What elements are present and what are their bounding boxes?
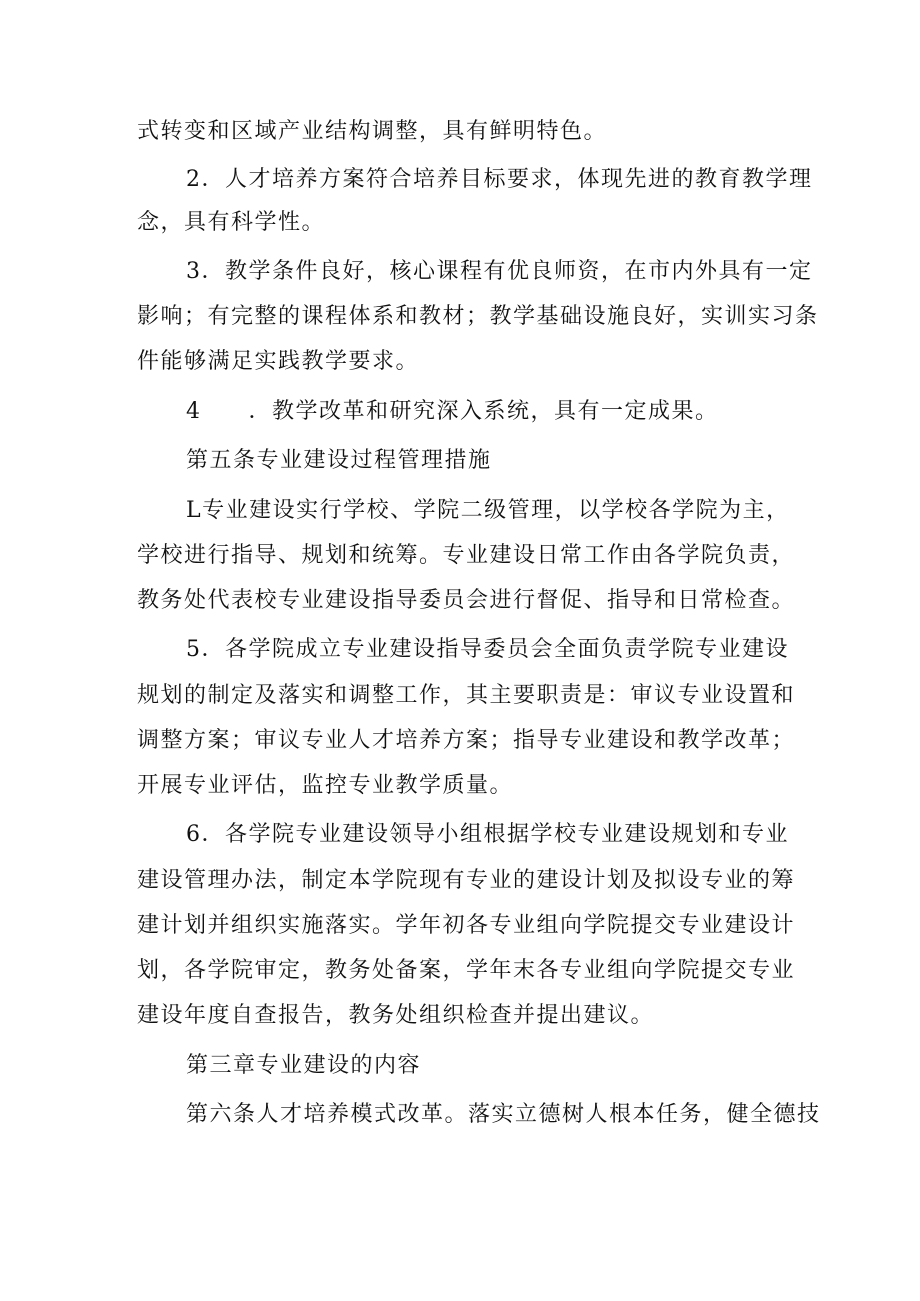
text-line: 教务处代表校专业建设指导委员会进行督促、指导和日常检查。 (137, 588, 796, 613)
text-line: 4 ．教学改革和研究深入系统，具有一定成果。 (186, 399, 719, 424)
text-line: 学校进行指导、规划和统筹。专业建设日常工作由各学院负责， (137, 543, 796, 568)
text-line: 5．各学院成立专业建设指导委员会全面负责学院专业建设 (186, 637, 789, 662)
text-line: 第六条人才培养模式改革。落实立德树人根本任务，健全德技 (186, 1102, 821, 1127)
text-line: 式转变和区域产业结构调整，具有鲜明特色。 (137, 119, 608, 144)
text-line: 念，具有科学性。 (137, 210, 326, 235)
text-line: 建计划并组织实施落实。学年初各专业组向学院提交专业建设计 (137, 913, 796, 938)
text-line: 6．各学院专业建设领导小组根据学校专业建设规划和专业 (186, 822, 789, 847)
section-heading: 第五条专业建设过程管理措施 (186, 448, 492, 473)
text-line: 建设年度自查报告，教务处组织检查并提出建议。 (137, 1003, 655, 1028)
text-line: 开展专业评估，监控专业教学质量。 (137, 773, 514, 798)
text-line: 划，各学院审定，教务处备案，学年末各专业组向学院提交专业 (137, 958, 796, 983)
text-line: 件能够满足实践教学要求。 (137, 349, 420, 374)
text-line: 调整方案；审议专业人才培养方案；指导专业建设和教学改革； (137, 728, 796, 753)
chapter-heading: 第三章专业建设的内容 (186, 1053, 422, 1078)
text-line: 3．教学条件良好，核心课程有优良师资，在市内外具有一定 (186, 259, 813, 284)
text-line: 规划的制定及落实和调整工作，其主要职责是：审议专业设置和 (137, 683, 796, 708)
text-line: 影响；有完整的课程体系和教材；教学基础设施良好，实训实习条 (137, 304, 819, 329)
text-line: L专业建设实行学校、学院二级管理，以学校各学院为主， (186, 498, 790, 523)
text-line: 建设管理办法，制定本学院现有专业的建设计划及拟设专业的筹 (137, 868, 796, 893)
text-line: 2．人才培养方案符合培养目标要求，体现先进的教育教学理 (186, 167, 813, 192)
